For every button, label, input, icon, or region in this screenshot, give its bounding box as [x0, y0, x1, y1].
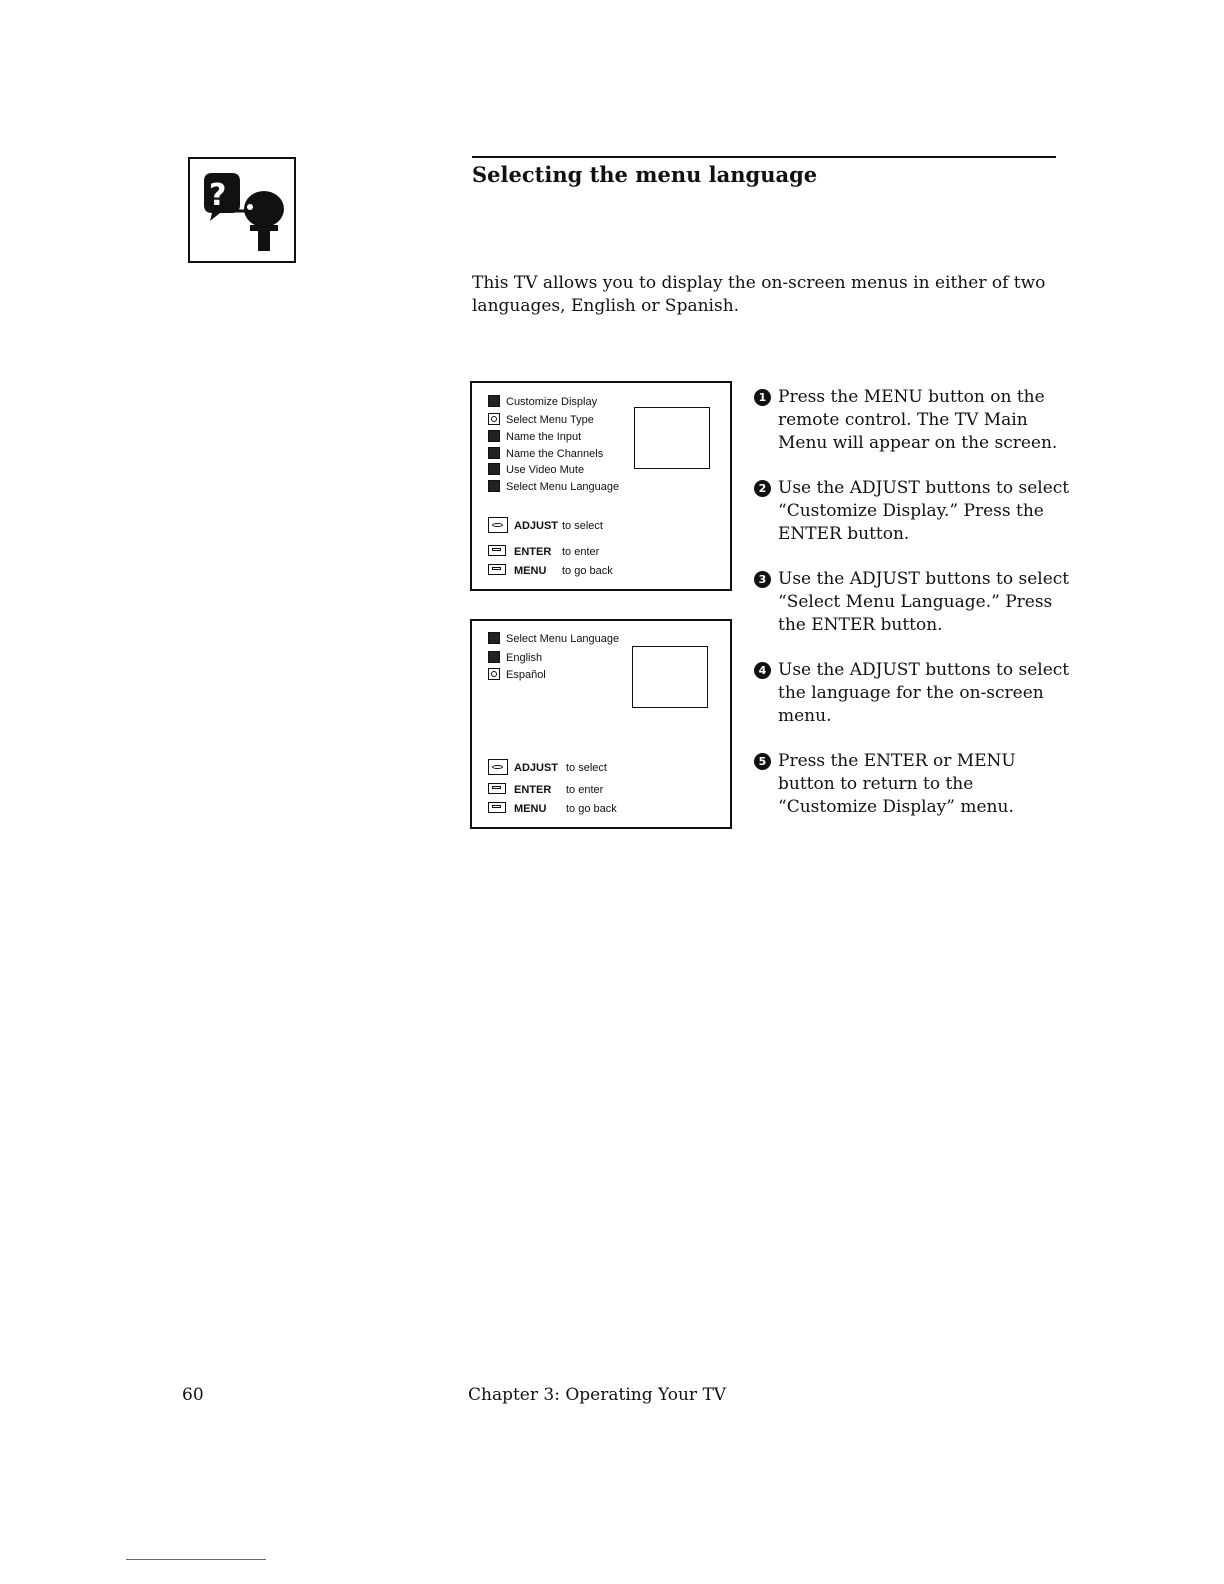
step-3 [754, 568, 1074, 637]
steps-list [754, 386, 1074, 841]
step-number: 1 [754, 389, 771, 406]
menu-language-icon [488, 632, 500, 644]
step-1 [754, 386, 1074, 455]
adjust-button-icon [488, 517, 508, 533]
radio-selected-icon [488, 651, 500, 663]
menu-button-icon [488, 564, 506, 575]
menu-language-icon [488, 480, 500, 492]
page-number: 60 [182, 1385, 204, 1405]
option-english: English [488, 650, 542, 666]
menu-item-name-the-input: Name the Input [488, 429, 581, 445]
step-text: Use the ADJUST buttons to select “Customize Display.” Press the ENTER button. [778, 478, 1070, 544]
adjust-button-icon [488, 759, 508, 775]
select-menu-language-screen [470, 619, 732, 829]
step-text: Use the ADJUST buttons to select “Select Menu Language.” Press the ENTER button. [778, 569, 1070, 635]
help-language-icon [198, 167, 288, 257]
video-mute-icon [488, 463, 500, 475]
enter-button-icon [488, 783, 506, 794]
step-number: 5 [754, 753, 771, 770]
svg-text:?: ? [209, 178, 227, 213]
preview-window [634, 407, 710, 469]
step-5 [754, 750, 1074, 819]
corner-icon-frame [188, 157, 296, 263]
intro-paragraph: This TV allows you to display the on-screen menus in either of two languages, English or Spanish. [472, 273, 1046, 316]
hint-enter: ENTER to enter [488, 544, 599, 560]
step-number: 4 [754, 662, 771, 679]
step-number: 2 [754, 480, 771, 497]
hint-menu: MENU to go back [488, 563, 613, 579]
menu-button-icon [488, 802, 506, 813]
radio-unselected-icon [488, 668, 500, 680]
customize-display-icon [488, 395, 500, 407]
step-2 [754, 477, 1074, 546]
enter-button-icon [488, 545, 506, 556]
preview-window [632, 646, 708, 708]
name-input-icon [488, 430, 500, 442]
hint-adjust: ADJUST to select [488, 759, 607, 775]
hint-adjust: ADJUST to select [488, 517, 603, 533]
option-espanol: Español [488, 667, 546, 683]
select-menu-type-icon [488, 413, 500, 425]
step-text: Press the ENTER or MENU button to return to the “Customize Display” menu. [778, 751, 1016, 817]
hint-enter: ENTER to enter [488, 782, 603, 798]
bottom-rule [126, 1559, 266, 1560]
section-title: Selecting the menu language [472, 156, 1056, 189]
menu-item-use-video-mute: Use Video Mute [488, 462, 584, 478]
menu-item-select-menu-language: Select Menu Language [488, 479, 619, 495]
menu-item-customize-display: Customize Display [488, 394, 597, 410]
hint-menu: MENU to go back [488, 801, 617, 817]
chapter-footer: Chapter 3: Operating Your TV [468, 1385, 727, 1405]
step-text: Use the ADJUST buttons to select the language for the on-screen menu. [778, 660, 1070, 726]
step-text: Press the MENU button on the remote control. The TV Main Menu will appear on the screen. [778, 387, 1058, 453]
customize-display-screen [470, 381, 732, 591]
menu-item-name-the-channels: Name the Channels [488, 446, 603, 462]
step-4 [754, 659, 1074, 728]
menu-item-select-menu-type: Select Menu Type [488, 412, 594, 428]
screen-title: Select Menu Language [488, 631, 619, 647]
name-channels-icon [488, 447, 500, 459]
step-number: 3 [754, 571, 771, 588]
